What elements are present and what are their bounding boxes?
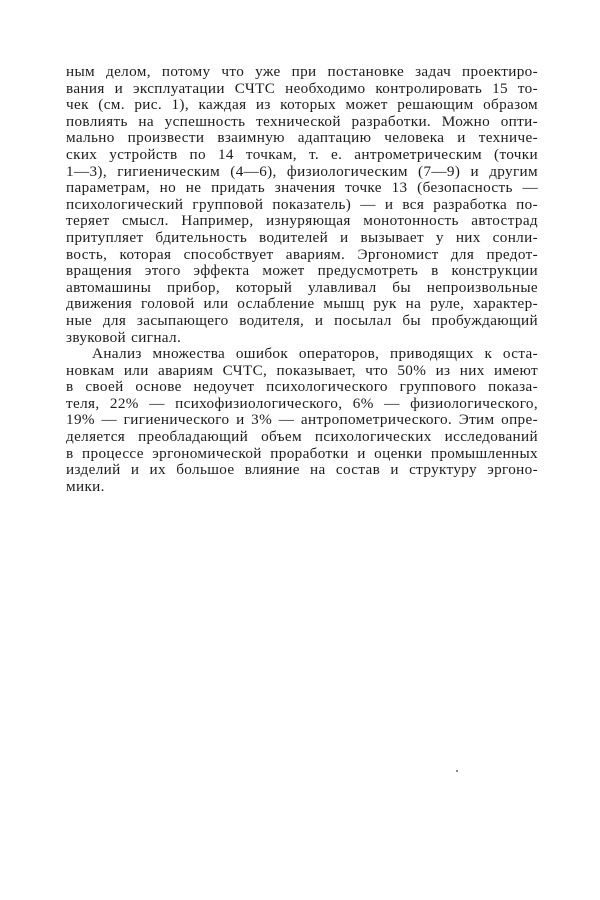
- text-line: ских устройств по 14 точкам, т. е. антрометрическим (точки: [66, 145, 538, 163]
- text-line: деляется преобладающий объем психологических исследований: [66, 428, 538, 446]
- text-line: притупляет бдительность водителей и вызывает у них сонли-: [66, 228, 538, 246]
- text-line: вращения этого эффекта может предусмотреть в конструкции: [66, 262, 538, 280]
- paragraph-2: [66, 346, 538, 495]
- text-line: изделий и их большое влияние на состав и структуру эргоно-: [66, 461, 538, 479]
- text-line: вания и эксплуатации СЧТС необходимо контролировать 15 то-: [66, 79, 538, 97]
- text-line: повлиять на успешность технической разработки. Можно опти-: [66, 112, 538, 130]
- text-line: мики.: [66, 477, 105, 495]
- text-line: в своей основе недоучет психологического группового показа-: [66, 378, 538, 396]
- scan-speck: [456, 770, 458, 772]
- text-line: автомашины прибор, который улавливал бы непроизвольные: [66, 278, 538, 296]
- text-line: психологический групповой показатель) — и вся разработка по-: [66, 195, 538, 213]
- text-line: параметрам, но не придать значения точке 13 (безопасность —: [66, 179, 538, 197]
- text-line: 19% — гигиенического и 3% — антропометрического. Этим опре-: [66, 411, 538, 429]
- text-line: чек (см. рис. 1), каждая из которых может решающим образом: [66, 96, 538, 114]
- text-line: 1—3), гигиеническим (4—6), физиологическим (7—9) и другим: [66, 162, 538, 180]
- text-line: ным делом, потому что уже при постановке задач проектиро-: [66, 63, 538, 80]
- text-line: звуковой сигнал.: [66, 328, 182, 346]
- text-line: теряет смысл. Например, изнуряющая монотонность автострад: [66, 212, 538, 230]
- text-line: теля, 22% — психофизиологического, 6% — физиологического,: [66, 394, 538, 412]
- text-line: вость, которая способствует авариям. Эргономист для предот-: [66, 245, 538, 263]
- text-line: ные для засыпающего водителя, и посылал бы пробуждающий: [66, 311, 538, 329]
- text-line: Анализ множества ошибок операторов, приводящих к оста-: [92, 345, 538, 363]
- document-page: [66, 64, 538, 495]
- paragraph-1: [66, 64, 538, 346]
- text-line: движения головой или ослабление мышц рук на руле, характер-: [66, 295, 538, 313]
- text-line: мально произвести взаимную адаптацию человека и техниче-: [66, 129, 538, 147]
- text-line: в процессе эргономической проработки и оценки промышленных: [66, 444, 538, 462]
- text-line: новкам или авариям СЧТС, показывает, что 50% из них имеют: [66, 361, 538, 379]
